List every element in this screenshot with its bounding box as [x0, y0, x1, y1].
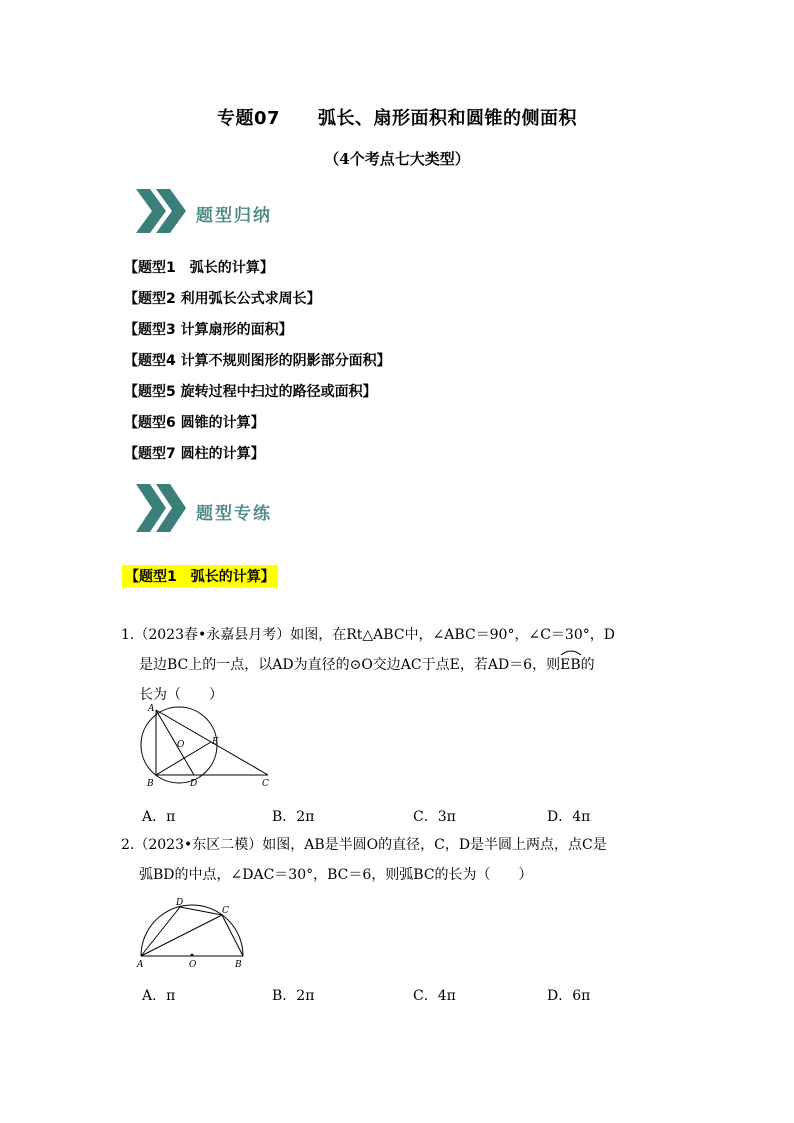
toc-item: 【题型7 圆柱的计算】	[124, 446, 265, 462]
question-2	[121, 830, 681, 890]
toc-item: 【题型2 利用弧长公式求周长】	[124, 291, 321, 307]
figure-label: B	[235, 960, 242, 970]
question-text: 长为（ ）	[139, 687, 223, 703]
question-2-figure	[134, 894, 252, 970]
figure-label: C	[262, 779, 269, 789]
option-a[interactable]: A．π	[142, 809, 176, 825]
option-a[interactable]: A．π	[142, 988, 176, 1004]
option-d[interactable]: D．6π	[547, 988, 591, 1004]
question-text: 的	[580, 657, 595, 673]
figure-label: A	[148, 704, 155, 714]
question-text: （2023春•永嘉县月考）如图，在Rt△ABC中，∠ABC＝90°，∠C＝30°，D	[134, 627, 615, 643]
figure-label: O	[177, 740, 185, 750]
page-title	[0, 104, 794, 130]
page-subtitle: （4个考点七大类型）	[324, 150, 470, 168]
question-text: 是边BC上的一点，以AD为直径的⊙O交边AC于点E，若AD＝6，则	[139, 657, 561, 673]
figure-label: O	[189, 960, 197, 970]
toc-item: 【题型1 弧长的计算】	[124, 260, 274, 276]
question-number: 2.	[121, 837, 135, 853]
toc-item: 【题型5 旋转过程中扫过的路径或面积】	[124, 384, 377, 400]
figure-label: C	[222, 906, 229, 916]
question-text: （2023•东区二模）如图，AB是半圆O的直径，C，D是半圆上两点，点C是	[134, 837, 607, 853]
section-tag: 【题型1 弧长的计算】	[122, 565, 278, 587]
option-b[interactable]: B．2π	[272, 809, 315, 825]
option-b[interactable]: B．2π	[272, 988, 315, 1004]
double-chevron-icon	[132, 185, 192, 237]
summary-banner-label: 题型归纳	[196, 206, 272, 226]
option-c[interactable]: C．3π	[413, 809, 456, 825]
figure-label: D	[190, 779, 198, 789]
figure-label: E	[212, 737, 219, 747]
question-1	[121, 620, 681, 710]
question-1-figure	[134, 700, 279, 792]
option-d[interactable]: D．4π	[547, 809, 591, 825]
question-text: 弧BD的中点，∠DAC＝30°，BC＝6，则弧BC的长为（ ）	[139, 867, 533, 883]
practice-banner	[132, 480, 332, 540]
question-type-list	[124, 258, 391, 475]
figure-label: A	[137, 960, 144, 970]
arc-mark-icon	[560, 648, 582, 656]
arc-notation: EB	[560, 650, 581, 680]
toc-item: 【题型6 圆锥的计算】	[124, 415, 265, 431]
question-number: 1.	[121, 627, 135, 643]
toc-item: 【题型4 计算不规则图形的阴影部分面积】	[124, 353, 391, 369]
summary-banner	[132, 185, 332, 245]
figure-label: D	[176, 898, 184, 908]
title-topic-name: 弧长、扇形面积和圆锥的侧面积	[318, 108, 578, 129]
title-topic-number: 专题07	[216, 108, 281, 129]
option-c[interactable]: C．4π	[413, 988, 456, 1004]
practice-banner-label: 题型专练	[196, 504, 272, 524]
double-chevron-icon	[132, 480, 192, 536]
toc-item: 【题型3 计算扇形的面积】	[124, 322, 293, 338]
figure-label: B	[147, 779, 154, 789]
